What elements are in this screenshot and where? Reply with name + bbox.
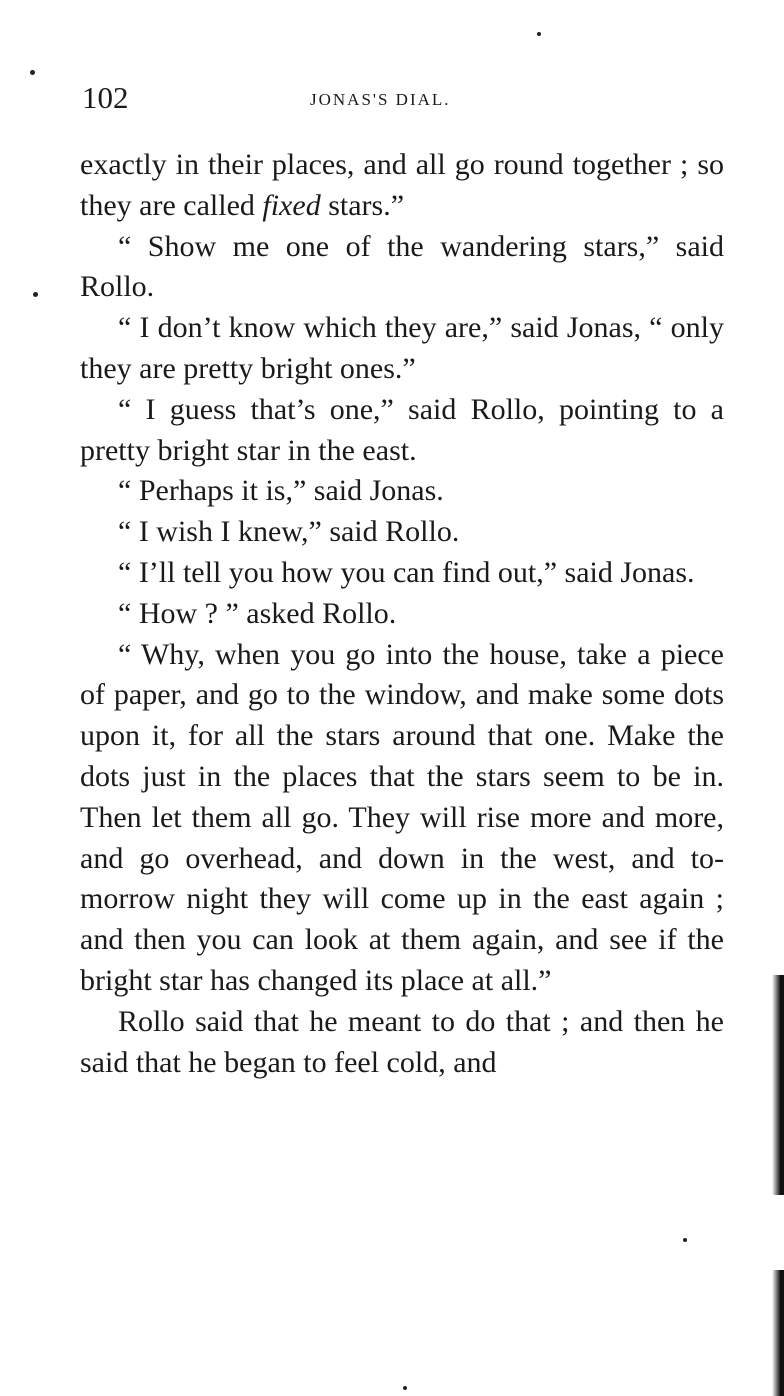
page-header <box>80 78 724 122</box>
scan-speck <box>33 292 38 297</box>
page-edge-shadow <box>772 1270 784 1396</box>
page-number: 102 <box>82 80 129 115</box>
paragraph: “ Show me one of the wandering stars,” said Rollo. <box>80 229 724 304</box>
paragraph: “ I’ll tell you how you can find out,” said Jonas. <box>118 555 695 589</box>
scan-speck <box>403 1386 407 1390</box>
paragraph: “ How ? ” asked Rollo. <box>118 596 397 630</box>
emphasis-word: fixed <box>262 188 321 222</box>
page-edge-shadow <box>772 975 784 1195</box>
body-text <box>80 145 724 1083</box>
paragraph: “ Perhaps it is,” said Jonas. <box>118 474 444 508</box>
paragraph: Rollo said that he meant to do that ; and then he said that he began to feel cold, and <box>80 1004 724 1079</box>
running-head: JONAS'S DIAL. <box>310 90 451 109</box>
paragraph: exactly in their places, and all go round together ; so they are called fixed stars.” <box>80 148 724 222</box>
paragraph: “ I guess that’s one,” said Rollo, pointing to a pretty bright star in the east. <box>80 392 724 467</box>
paragraph: “ Why, when you go into the house, take a piece of paper, and go to the window, and make some dots upon it, for all the stars around that one. Make the dots just in the places that the stars seem to be in. Then let them all go. They will rise more and more, and go overhead, and down in the west, and to-morrow night they will come up in the east again ; and then you can look at them again, and see if the bright star has changed its place at all.” <box>80 637 724 997</box>
scan-speck <box>537 32 541 36</box>
scan-speck <box>683 1238 687 1242</box>
paragraph: “ I wish I knew,” said Rollo. <box>118 515 460 549</box>
scan-speck <box>30 70 35 75</box>
paragraph: “ I don’t know which they are,” said Jonas, “ only they are pretty bright ones.” <box>80 311 724 385</box>
